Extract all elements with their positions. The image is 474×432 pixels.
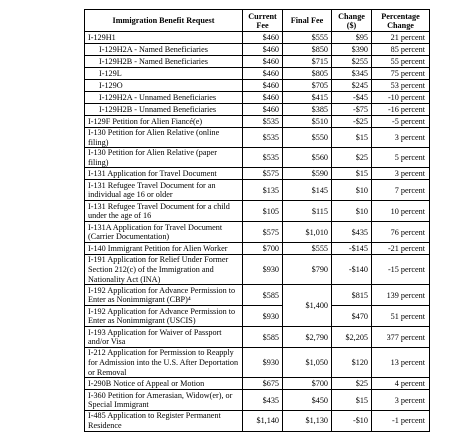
request-cell: I-192 Application for Advance Permission to Enter as Nonimmigrant (USCIS) — [85, 306, 243, 327]
table-row — [85, 80, 430, 92]
current-fee-cell: $460 — [243, 32, 283, 44]
current-fee-cell: $135 — [243, 180, 283, 201]
request-cell: I-290B Notice of Appeal or Motion — [85, 378, 243, 390]
table-row — [85, 116, 430, 128]
percentage-change-cell: 3 percent — [372, 128, 430, 148]
final-fee-cell: $385 — [283, 104, 332, 116]
final-fee-cell: $1,010 — [283, 222, 332, 243]
change-cell: $25 — [332, 378, 372, 390]
final-fee-cell: $115 — [283, 201, 332, 222]
table-row — [85, 285, 430, 306]
percentage-change-cell: 13 percent — [372, 348, 430, 378]
current-fee-cell: $930 — [243, 255, 283, 285]
request-cell: I-129H1 — [85, 32, 243, 44]
percentage-change-cell: 5 percent — [372, 148, 430, 168]
table-row — [85, 243, 430, 255]
current-fee-cell: $435 — [243, 390, 283, 411]
table-row — [85, 128, 430, 148]
change-cell: $345 — [332, 68, 372, 80]
table-body — [85, 32, 430, 432]
percentage-change-cell: -21 percent — [372, 243, 430, 255]
table-row — [85, 306, 430, 327]
current-fee-cell: $460 — [243, 104, 283, 116]
request-cell: I-129H2B - Unnamed Beneficiaries — [85, 104, 243, 116]
table-row — [85, 390, 430, 411]
table-row — [85, 104, 430, 116]
table-row — [85, 255, 430, 285]
change-cell: $255 — [332, 56, 372, 68]
percentage-change-cell: -10 percent — [372, 92, 430, 104]
percentage-change-cell: 139 percent — [372, 285, 430, 306]
change-cell: $95 — [332, 32, 372, 44]
current-fee-cell: $460 — [243, 92, 283, 104]
current-fee-cell: $675 — [243, 378, 283, 390]
percentage-change-cell: -5 percent — [372, 116, 430, 128]
current-fee-cell: $460 — [243, 56, 283, 68]
table-row — [85, 92, 430, 104]
percentage-change-cell: 7 percent — [372, 180, 430, 201]
table-row — [85, 327, 430, 348]
request-cell: I-131A Application for Travel Document (Carrier Documentation) — [85, 222, 243, 243]
table-header-row — [85, 10, 430, 32]
table-row — [85, 378, 430, 390]
request-cell: I-485 Application to Register Permanent Residence — [85, 411, 243, 431]
header-final-fee: Final Fee — [283, 10, 332, 32]
change-cell: $10 — [332, 180, 372, 201]
final-fee-cell: $705 — [283, 80, 332, 92]
final-fee-cell: $555 — [283, 243, 332, 255]
request-cell: I-129O — [85, 80, 243, 92]
current-fee-cell: $930 — [243, 306, 283, 327]
change-cell: $15 — [332, 128, 372, 148]
current-fee-cell: $575 — [243, 222, 283, 243]
percentage-change-cell: 3 percent — [372, 390, 430, 411]
request-cell: I-192 Application for Advance Permission to Enter as Nonimmigrant (CBP)⁴ — [85, 285, 243, 306]
change-cell: -$75 — [332, 104, 372, 116]
change-cell: -$140 — [332, 255, 372, 285]
percentage-change-cell: 3 percent — [372, 168, 430, 180]
final-fee-cell: $1,050 — [283, 348, 332, 378]
percentage-change-cell: 21 percent — [372, 32, 430, 44]
request-cell: I-130 Petition for Alien Relative (online filing) — [85, 128, 243, 148]
change-cell: -$145 — [332, 243, 372, 255]
final-fee-cell: $2,790 — [283, 327, 332, 348]
final-fee-cell: $590 — [283, 168, 332, 180]
percentage-change-cell: 85 percent — [372, 44, 430, 56]
change-cell: $10 — [332, 201, 372, 222]
request-cell: I-131 Application for Travel Document — [85, 168, 243, 180]
final-fee-cell: $555 — [283, 32, 332, 44]
percentage-change-cell: -16 percent — [372, 104, 430, 116]
final-fee-cell: $790 — [283, 255, 332, 285]
request-cell: I-212 Application for Permission to Reapply for Admission into the U.S. After Deportation or Removal — [85, 348, 243, 378]
final-fee-cell: $1,400 — [283, 285, 332, 327]
table-row — [85, 180, 430, 201]
final-fee-cell: $450 — [283, 390, 332, 411]
request-cell: I-131 Refugee Travel Document for an individual age 16 or older — [85, 180, 243, 201]
percentage-change-cell: 51 percent — [372, 306, 430, 327]
header-change: Change ($) — [332, 10, 372, 32]
final-fee-cell: $145 — [283, 180, 332, 201]
change-cell: -$10 — [332, 411, 372, 431]
header-request: Immigration Benefit Request — [85, 10, 243, 32]
change-cell: $25 — [332, 148, 372, 168]
final-fee-cell: $850 — [283, 44, 332, 56]
request-cell: I-129L — [85, 68, 243, 80]
percentage-change-cell: 55 percent — [372, 56, 430, 68]
header-current-fee: Current Fee — [243, 10, 283, 32]
table-row — [85, 411, 430, 431]
change-cell: $15 — [332, 168, 372, 180]
percentage-change-cell: -15 percent — [372, 255, 430, 285]
change-cell: $15 — [332, 390, 372, 411]
change-cell: $390 — [332, 44, 372, 56]
change-cell: $120 — [332, 348, 372, 378]
final-fee-cell: $510 — [283, 116, 332, 128]
percentage-change-cell: 4 percent — [372, 378, 430, 390]
percentage-change-cell: 75 percent — [372, 68, 430, 80]
final-fee-cell: $550 — [283, 128, 332, 148]
table-row — [85, 68, 430, 80]
final-fee-cell: $805 — [283, 68, 332, 80]
table-row — [85, 32, 430, 44]
table-row — [85, 348, 430, 378]
final-fee-cell: $415 — [283, 92, 332, 104]
request-cell: I-131 Refugee Travel Document for a child under the age of 16 — [85, 201, 243, 222]
change-cell: $245 — [332, 80, 372, 92]
request-cell: I-129F Petition for Alien Fiancé(e) — [85, 116, 243, 128]
request-cell: I-129H2B - Named Beneficiaries — [85, 56, 243, 68]
request-cell: I-129H2A - Unnamed Beneficiaries — [85, 92, 243, 104]
final-fee-cell: $1,130 — [283, 411, 332, 431]
request-cell: I-130 Petition for Alien Relative (paper filing) — [85, 148, 243, 168]
current-fee-cell: $105 — [243, 201, 283, 222]
current-fee-cell: $585 — [243, 285, 283, 306]
table-row — [85, 148, 430, 168]
fee-table — [84, 9, 430, 432]
table-row — [85, 222, 430, 243]
percentage-change-cell: 76 percent — [372, 222, 430, 243]
percentage-change-cell: 10 percent — [372, 201, 430, 222]
table-row — [85, 44, 430, 56]
current-fee-cell: $535 — [243, 128, 283, 148]
request-cell: I-191 Application for Relief Under Former Section 212(c) of the Immigration and Nationality Act (INA) — [85, 255, 243, 285]
percentage-change-cell: 53 percent — [372, 80, 430, 92]
table-row — [85, 168, 430, 180]
current-fee-cell: $1,140 — [243, 411, 283, 431]
change-cell: $2,205 — [332, 327, 372, 348]
current-fee-cell: $575 — [243, 168, 283, 180]
change-cell: -$25 — [332, 116, 372, 128]
change-cell: $435 — [332, 222, 372, 243]
final-fee-cell: $700 — [283, 378, 332, 390]
percentage-change-cell: -1 percent — [372, 411, 430, 431]
change-cell: $815 — [332, 285, 372, 306]
table-row — [85, 56, 430, 68]
final-fee-cell: $715 — [283, 56, 332, 68]
header-percentage-change: Percentage Change — [372, 10, 430, 32]
request-cell: I-140 Immigrant Petition for Alien Worker — [85, 243, 243, 255]
percentage-change-cell: 377 percent — [372, 327, 430, 348]
current-fee-cell: $535 — [243, 148, 283, 168]
request-cell: I-193 Application for Waiver of Passport and/or Visa — [85, 327, 243, 348]
current-fee-cell: $460 — [243, 80, 283, 92]
current-fee-cell: $535 — [243, 116, 283, 128]
change-cell: $470 — [332, 306, 372, 327]
current-fee-cell: $930 — [243, 348, 283, 378]
request-cell: I-360 Petition for Amerasian, Widow(er), or Special Immigrant — [85, 390, 243, 411]
current-fee-cell: $460 — [243, 44, 283, 56]
fee-table-container — [84, 9, 430, 432]
current-fee-cell: $460 — [243, 68, 283, 80]
final-fee-cell: $560 — [283, 148, 332, 168]
request-cell: I-129H2A - Named Beneficiaries — [85, 44, 243, 56]
current-fee-cell: $700 — [243, 243, 283, 255]
change-cell: -$45 — [332, 92, 372, 104]
current-fee-cell: $585 — [243, 327, 283, 348]
table-row — [85, 201, 430, 222]
